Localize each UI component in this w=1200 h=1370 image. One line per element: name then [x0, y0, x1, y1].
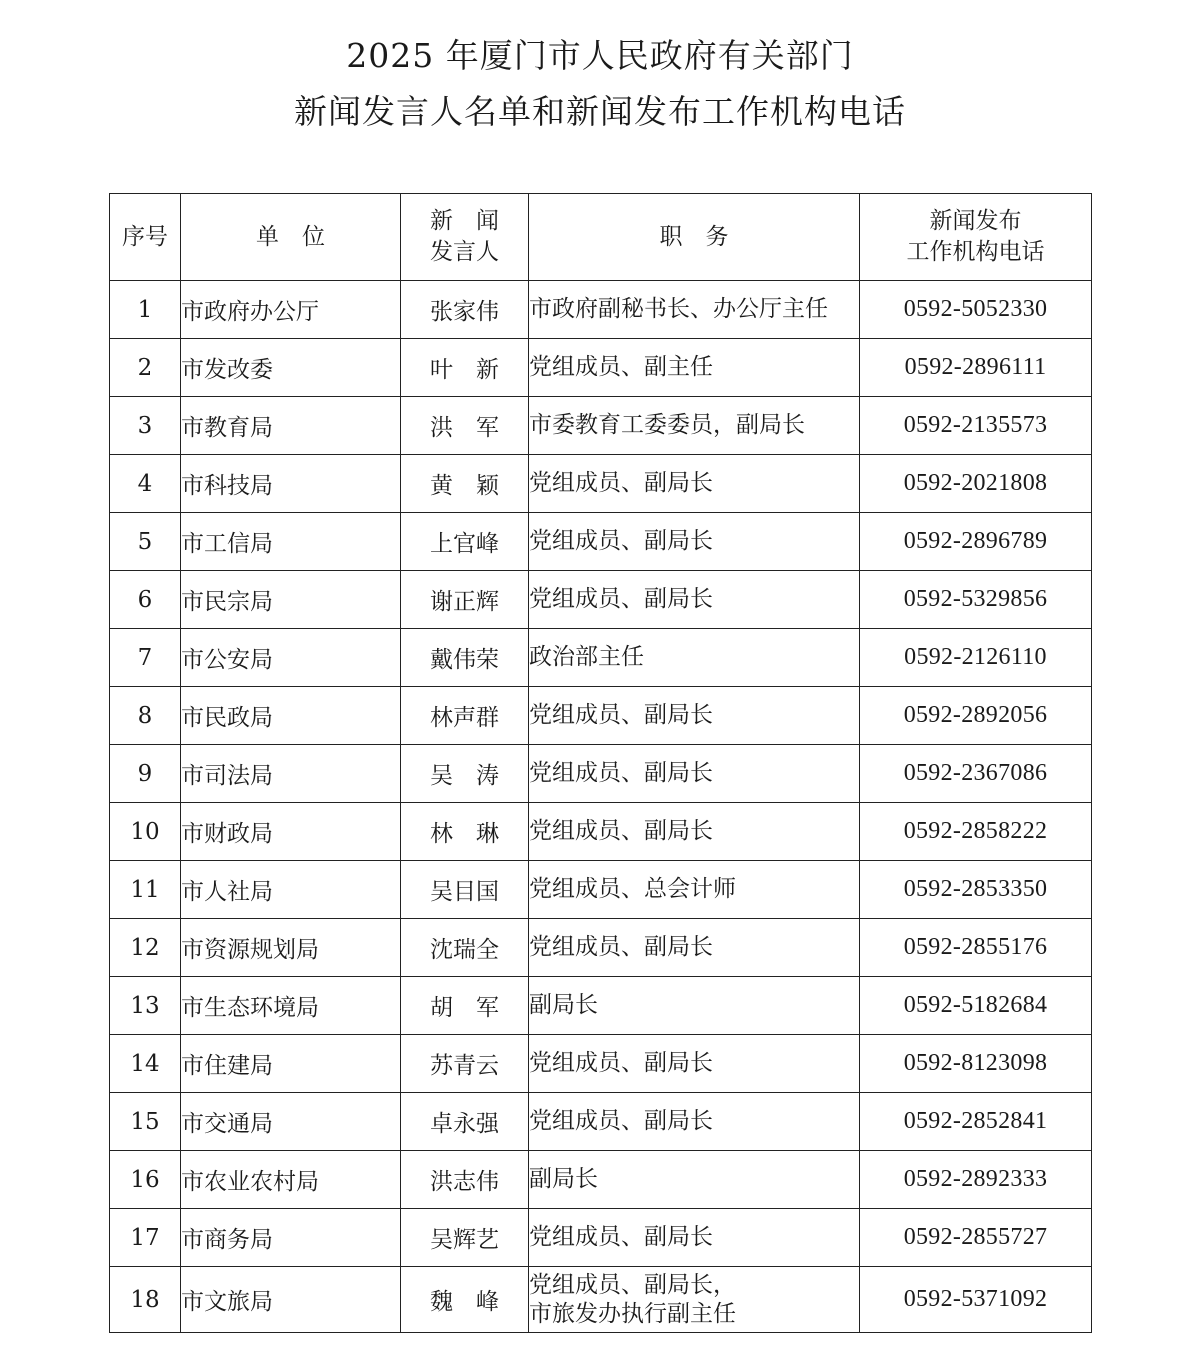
header-position: 职 务 — [529, 194, 860, 281]
row-position-line: 市委教育工委委员，副局长 — [529, 412, 805, 438]
row-spokesperson: 洪 军 — [401, 397, 529, 455]
table-row — [110, 339, 1092, 397]
row-unit: 市民政局 — [181, 687, 401, 745]
row-phone: 0592-2896111 — [860, 339, 1092, 397]
row-position-line: 政治部主任 — [529, 644, 644, 670]
row-seq: 17 — [110, 1209, 181, 1267]
row-phone: 0592-2855727 — [860, 1209, 1092, 1267]
row-phone: 0592-2135573 — [860, 397, 1092, 455]
spokesperson-table — [109, 193, 1092, 1333]
row-unit: 市科技局 — [181, 455, 401, 513]
row-phone: 0592-2892056 — [860, 687, 1092, 745]
header-seq: 序号 — [110, 194, 181, 281]
row-unit: 市民宗局 — [181, 571, 401, 629]
table-body — [110, 281, 1092, 1333]
row-position — [529, 397, 860, 455]
row-seq: 5 — [110, 513, 181, 571]
table-row — [110, 1151, 1092, 1209]
row-phone: 0592-2896789 — [860, 513, 1092, 571]
row-spokesperson: 戴伟荣 — [401, 629, 529, 687]
row-unit: 市资源规划局 — [181, 919, 401, 977]
table-row — [110, 281, 1092, 339]
table-row — [110, 1209, 1092, 1267]
row-seq: 18 — [110, 1267, 181, 1333]
row-spokesperson: 吴辉艺 — [401, 1209, 529, 1267]
row-phone: 0592-2021808 — [860, 455, 1092, 513]
row-position — [529, 1093, 860, 1151]
row-seq: 3 — [110, 397, 181, 455]
row-position — [529, 1267, 860, 1333]
table-row — [110, 1093, 1092, 1151]
row-seq: 10 — [110, 803, 181, 861]
row-position — [529, 1151, 860, 1209]
row-seq: 4 — [110, 455, 181, 513]
row-seq: 6 — [110, 571, 181, 629]
row-position-line: 副局长 — [529, 1166, 598, 1192]
header-spokesperson — [401, 194, 529, 281]
row-phone: 0592-2852841 — [860, 1093, 1092, 1151]
row-position — [529, 803, 860, 861]
row-position-line: 市旅发办执行副主任 — [529, 1300, 736, 1327]
header-phone — [860, 194, 1092, 281]
table-header-row — [110, 194, 1092, 281]
table-row — [110, 1035, 1092, 1093]
row-phone: 0592-5182684 — [860, 977, 1092, 1035]
table-row — [110, 803, 1092, 861]
row-phone: 0592-2126110 — [860, 629, 1092, 687]
row-seq: 7 — [110, 629, 181, 687]
row-spokesperson: 上官峰 — [401, 513, 529, 571]
row-unit: 市文旅局 — [181, 1267, 401, 1333]
row-position — [529, 513, 860, 571]
table-row — [110, 397, 1092, 455]
row-spokesperson: 谢正辉 — [401, 571, 529, 629]
table-row — [110, 513, 1092, 571]
row-unit: 市商务局 — [181, 1209, 401, 1267]
row-spokesperson: 胡 军 — [401, 977, 529, 1035]
row-spokesperson: 魏 峰 — [401, 1267, 529, 1333]
table-row — [110, 571, 1092, 629]
row-unit: 市发改委 — [181, 339, 401, 397]
row-position — [529, 1035, 860, 1093]
row-position-line: 党组成员、总会计师 — [529, 876, 736, 902]
row-spokesperson: 黄 颖 — [401, 455, 529, 513]
row-spokesperson: 苏青云 — [401, 1035, 529, 1093]
row-unit: 市工信局 — [181, 513, 401, 571]
row-spokesperson: 林 琳 — [401, 803, 529, 861]
row-position-line: 党组成员、副局长， — [529, 1271, 736, 1298]
row-position-line: 党组成员、副局长 — [529, 586, 713, 612]
row-spokesperson: 张家伟 — [401, 281, 529, 339]
row-position — [529, 745, 860, 803]
row-position-line: 党组成员、副局长 — [529, 760, 713, 786]
document-title-line-2: 新闻发言人名单和新闻发布工作机构电话 — [294, 92, 906, 131]
row-position-line: 党组成员、副局长 — [529, 1050, 713, 1076]
row-position — [529, 629, 860, 687]
row-position — [529, 1209, 860, 1267]
table-row — [110, 977, 1092, 1035]
header-spokesperson-line-1: 新 闻 — [430, 208, 499, 234]
row-position-line: 党组成员、副局长 — [529, 1108, 713, 1134]
table-row — [110, 919, 1092, 977]
row-position — [529, 281, 860, 339]
header-unit: 单 位 — [181, 194, 401, 281]
row-seq: 2 — [110, 339, 181, 397]
table-row — [110, 861, 1092, 919]
row-unit: 市生态环境局 — [181, 977, 401, 1035]
row-unit: 市人社局 — [181, 861, 401, 919]
row-phone: 0592-5329856 — [860, 571, 1092, 629]
row-seq: 15 — [110, 1093, 181, 1151]
row-phone: 0592-2853350 — [860, 861, 1092, 919]
row-phone: 0592-5052330 — [860, 281, 1092, 339]
row-phone: 0592-2855176 — [860, 919, 1092, 977]
row-position-line: 党组成员、副局长 — [529, 1224, 713, 1250]
header-spokesperson-line-2: 发言人 — [430, 239, 499, 265]
row-position — [529, 571, 860, 629]
row-seq: 14 — [110, 1035, 181, 1093]
row-position-line: 党组成员、副局长 — [529, 934, 713, 960]
row-position — [529, 339, 860, 397]
table-row — [110, 745, 1092, 803]
row-spokesperson: 吴 涛 — [401, 745, 529, 803]
row-unit: 市司法局 — [181, 745, 401, 803]
header-phone-line-1: 新闻发布 — [929, 208, 1022, 234]
table-row — [110, 629, 1092, 687]
row-unit: 市农业农村局 — [181, 1151, 401, 1209]
table-row — [110, 1267, 1092, 1333]
row-position-line: 党组成员、副局长 — [529, 702, 713, 728]
row-position — [529, 919, 860, 977]
row-phone: 0592-2858222 — [860, 803, 1092, 861]
row-spokesperson: 沈瑞全 — [401, 919, 529, 977]
row-spokesperson: 林声群 — [401, 687, 529, 745]
row-position — [529, 977, 860, 1035]
row-position — [529, 455, 860, 513]
row-phone: 0592-2892333 — [860, 1151, 1092, 1209]
table-row — [110, 687, 1092, 745]
row-unit: 市住建局 — [181, 1035, 401, 1093]
row-position — [529, 687, 860, 745]
row-position-line: 党组成员、副局长 — [529, 818, 713, 844]
row-position-line: 市政府副秘书长、办公厅主任 — [529, 296, 828, 322]
row-seq: 13 — [110, 977, 181, 1035]
row-position-line: 党组成员、副局长 — [529, 470, 713, 496]
row-spokesperson: 洪志伟 — [401, 1151, 529, 1209]
row-unit: 市公安局 — [181, 629, 401, 687]
row-unit: 市交通局 — [181, 1093, 401, 1151]
row-spokesperson: 卓永强 — [401, 1093, 529, 1151]
table-row — [110, 455, 1092, 513]
document-title-line-1: 2025 年厦门市人民政府有关部门 — [346, 36, 854, 75]
row-seq: 9 — [110, 745, 181, 803]
row-phone: 0592-2367086 — [860, 745, 1092, 803]
row-seq: 16 — [110, 1151, 181, 1209]
row-position-line: 副局长 — [529, 992, 598, 1018]
row-unit: 市教育局 — [181, 397, 401, 455]
header-phone-line-2: 工作机构电话 — [906, 239, 1045, 265]
row-spokesperson: 叶 新 — [401, 339, 529, 397]
row-phone: 0592-5371092 — [860, 1267, 1092, 1333]
row-seq: 1 — [110, 281, 181, 339]
row-position-line: 党组成员、副主任 — [529, 354, 713, 380]
row-unit: 市政府办公厅 — [181, 281, 401, 339]
row-phone: 0592-8123098 — [860, 1035, 1092, 1093]
row-position — [529, 861, 860, 919]
row-seq: 8 — [110, 687, 181, 745]
row-seq: 12 — [110, 919, 181, 977]
row-spokesperson: 吴目国 — [401, 861, 529, 919]
row-unit: 市财政局 — [181, 803, 401, 861]
row-seq: 11 — [110, 861, 181, 919]
row-position-line: 党组成员、副局长 — [529, 528, 713, 554]
